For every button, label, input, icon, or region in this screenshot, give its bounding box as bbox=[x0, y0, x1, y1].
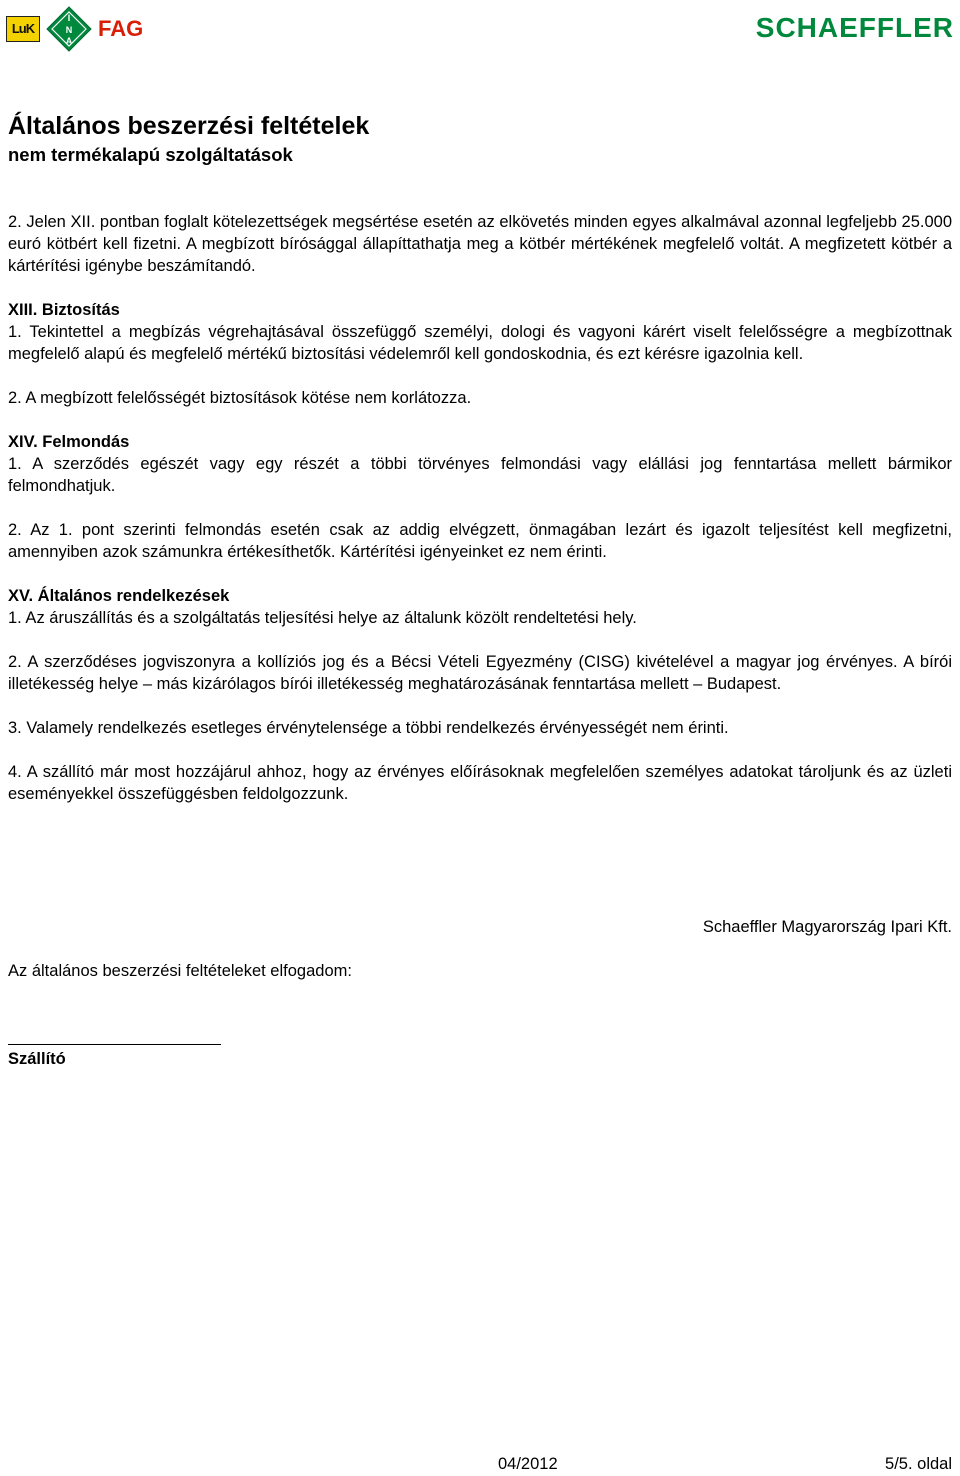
company-name: Schaeffler Magyarország Ipari Kft. bbox=[702, 918, 952, 936]
section-heading-xv: XV. Általános rendelkezések bbox=[8, 587, 230, 605]
footer-page-number: 5/5. oldal bbox=[885, 1455, 952, 1473]
luk-logo: LuK bbox=[6, 16, 40, 42]
svg-text:N: N bbox=[65, 25, 73, 35]
paragraph-xiii-2: 2. A megbízott felelősségét biztosítások kötése nem korlátozza. bbox=[8, 389, 472, 407]
paragraph-xv-1: 1. Az áruszállítás és a szolgáltatás teljesítési helye az általunk közölt rendeltetési hely. bbox=[8, 609, 637, 627]
paragraph-xiv-1: 1. A szerződés egészét vagy egy részét a többi törvényes felmondási vagy elállási jog fenntartása mellett bármikor felmondhatjuk. bbox=[8, 455, 952, 495]
paragraph-xv-4: 4. A szállító már most hozzájárul ahhoz, hogy az érvényes előírásoknak megfelelően személyes adatokat tároljunk és az üzleti eseményekkel összefüggésben feldolgozzunk. bbox=[8, 763, 952, 803]
document-subtitle: nem termékalapú szolgáltatások bbox=[8, 144, 293, 165]
svg-text:A: A bbox=[65, 36, 73, 46]
paragraph-xii-2: 2. Jelen XII. pontban foglalt kötelezettségek megsértése esetén az elkövetés minden egyes alkalmával azonnal legfeljebb 25.000 euró kötbért kell fizetni. A megbízott bírósággal állapíttathatja meg a kötbér mértékének megfelelő voltát. A megfizetett kötbér a kártérítési igénybe beszámítandó. bbox=[8, 213, 952, 275]
svg-text:I: I bbox=[67, 13, 71, 23]
paragraph-xv-2: 2. A szerződéses jogviszonyra a kollíziós jog és a Bécsi Vételi Egyezmény (CISG) kivételével a magyar jog érvényes. A bírói illetékesség helye – más kizárólagos bírói illetékesség meghatározásának fenntartása mellett – Budapest. bbox=[8, 653, 952, 693]
document-body bbox=[8, 211, 952, 805]
document-title: Általános beszerzési feltételek bbox=[8, 112, 370, 140]
paragraph-xiii-1: 1. Tekintettel a megbízás végrehajtásával összefüggő személyi, dologi és vagyoni kárért viselt felelősségre a megbízottnak megfelelő alapú és megfelelő mértékű biztosítási védelemről kell gondoskodnia, és ezt kérésre igazolnia kell. bbox=[8, 323, 952, 363]
signature-line bbox=[8, 1044, 221, 1045]
section-heading-xiii: XIII. Biztosítás bbox=[8, 301, 120, 319]
schaeffler-logo: SCHAEFFLER bbox=[755, 12, 954, 43]
acceptance-statement: Az általános beszerzési feltételeket elfogadom: bbox=[8, 962, 352, 980]
supplier-label: Szállító bbox=[8, 1050, 66, 1068]
paragraph-xv-3: 3. Valamely rendelkezés esetleges érvénytelensége a többi rendelkezés érvényességét nem érinti. bbox=[8, 719, 729, 737]
paragraph-xiv-2: 2. Az 1. pont szerinti felmondás esetén csak az addig elvégzett, önmagában lezárt és igazolt teljesítést kell megfizetni, amennyiben azok számunkra értékesíthetők. Kártérítési igényeinket ez nem érinti. bbox=[8, 521, 952, 561]
fag-logo: FAG bbox=[98, 16, 144, 41]
section-heading-xiv: XIV. Felmondás bbox=[8, 433, 130, 451]
footer-date: 04/2012 bbox=[498, 1455, 558, 1473]
ina-logo bbox=[46, 6, 92, 52]
